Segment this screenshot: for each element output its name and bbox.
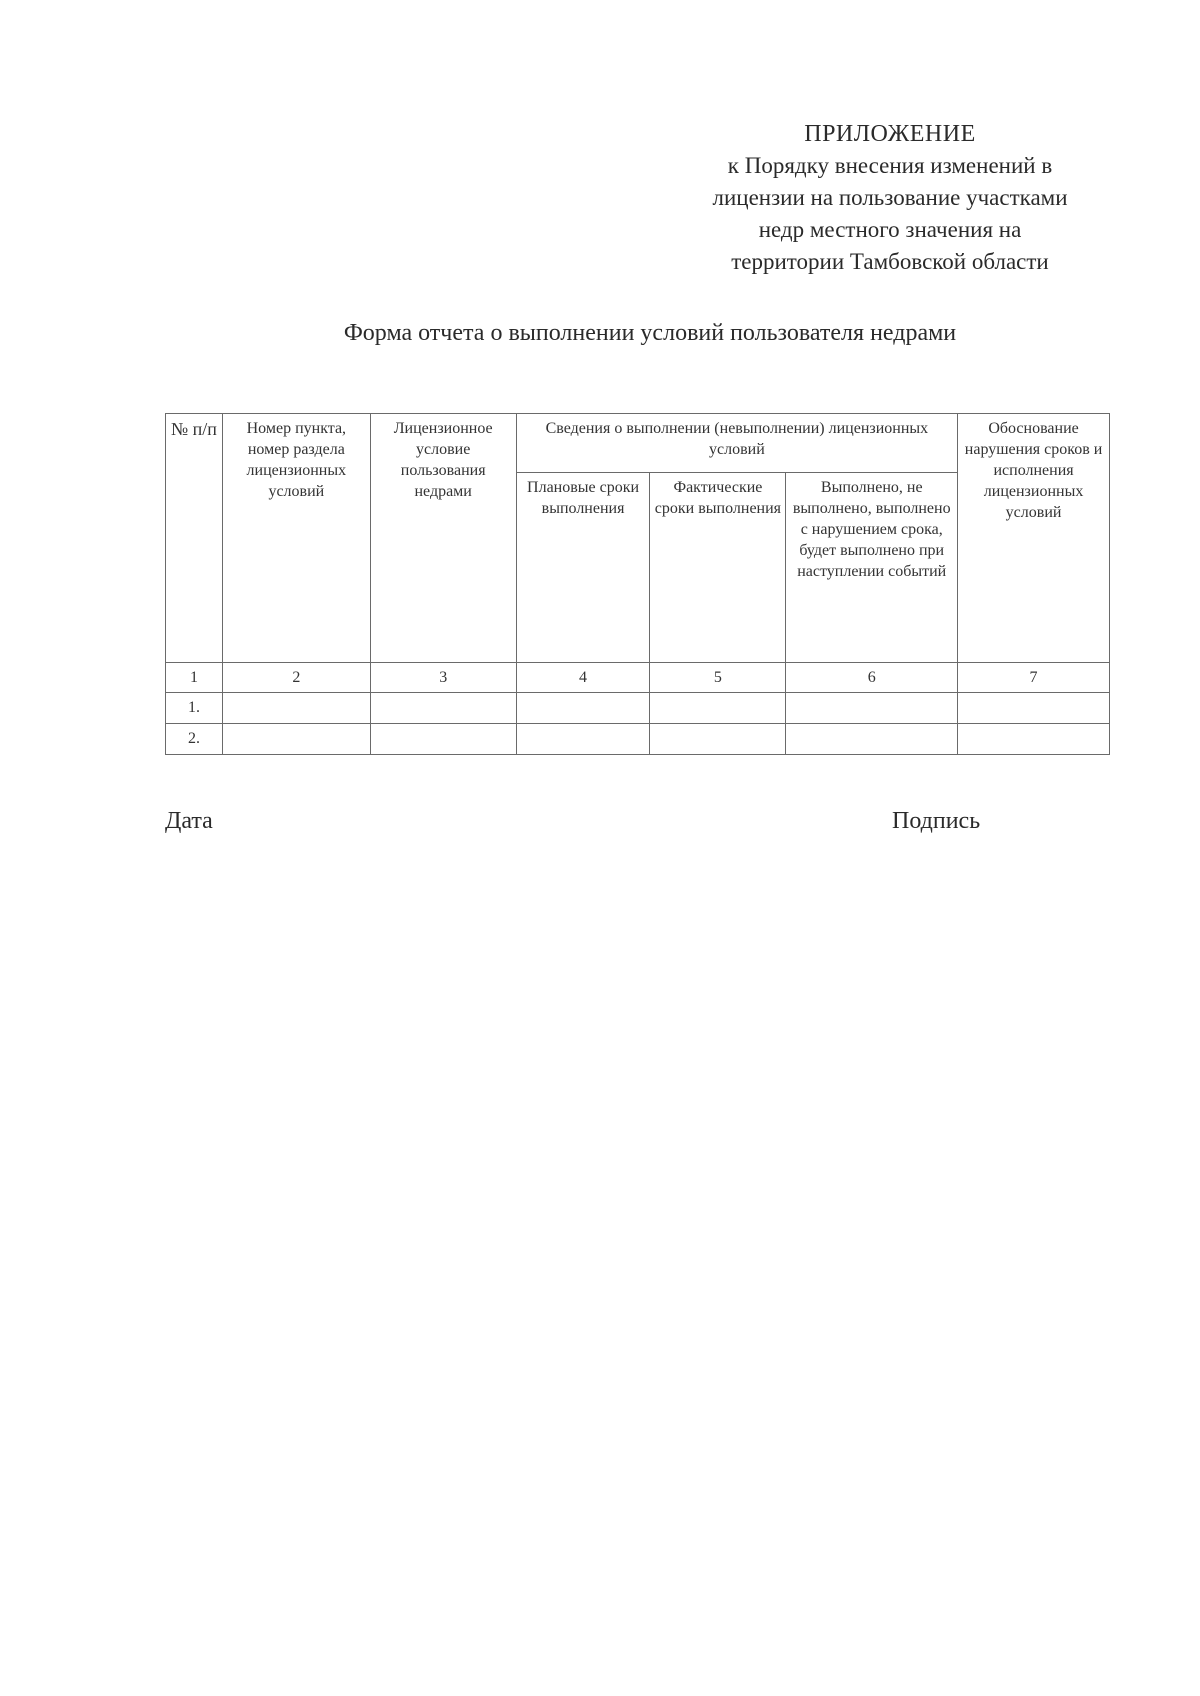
column-number: 7 bbox=[958, 663, 1110, 693]
header-actual: Фактические сроки выполнения bbox=[650, 473, 786, 663]
header-condition: Лицензионное условие пользования недрами bbox=[370, 414, 516, 663]
header-planned: Плановые сроки выполнения bbox=[516, 473, 650, 663]
date-label: Дата bbox=[165, 808, 213, 834]
signature-label: Подпись bbox=[892, 808, 981, 834]
column-number: 5 bbox=[650, 663, 786, 693]
appendix-line: недр местного значения на bbox=[758, 217, 1022, 242]
column-number-row bbox=[166, 663, 1110, 693]
appendix-title: ПРИЛОЖЕНИЕ bbox=[804, 121, 976, 147]
appendix-line: к Порядку внесения изменений в bbox=[727, 153, 1053, 178]
column-number: 2 bbox=[222, 663, 370, 693]
table-cell bbox=[370, 724, 516, 755]
appendix-line: территории Тамбовской области bbox=[731, 249, 1049, 274]
header-info-group: Сведения о выполнении (невыполнении) лицензионных условий bbox=[516, 414, 957, 473]
table-cell bbox=[516, 693, 650, 724]
header-item: Номер пункта, номер раздела лицензионных условий bbox=[222, 414, 370, 663]
table-cell bbox=[650, 693, 786, 724]
table-cell bbox=[958, 724, 1110, 755]
form-title: Форма отчета о выполнении условий пользователя недрами bbox=[343, 320, 957, 346]
table-cell bbox=[650, 724, 786, 755]
table-cell bbox=[958, 693, 1110, 724]
header-justification: Обоснование нарушения сроков и исполнения лицензионных условий bbox=[958, 414, 1110, 663]
table-cell bbox=[786, 724, 958, 755]
column-number: 4 bbox=[516, 663, 650, 693]
table-cell bbox=[222, 693, 370, 724]
row-number: 2. bbox=[166, 724, 223, 755]
table-cell bbox=[222, 724, 370, 755]
column-number: 3 bbox=[370, 663, 516, 693]
row-number: 1. bbox=[166, 693, 223, 724]
header-status: Выполнено, не выполнено, выполнено с нарушением срока, будет выполнено при наступлении событий bbox=[786, 473, 958, 663]
table-row bbox=[166, 724, 1110, 755]
header-num: № п/п bbox=[166, 414, 223, 663]
table-row bbox=[166, 693, 1110, 724]
appendix-block bbox=[660, 118, 1120, 278]
table-header-row bbox=[166, 414, 1110, 473]
table-cell bbox=[516, 724, 650, 755]
column-number: 6 bbox=[786, 663, 958, 693]
report-table bbox=[165, 413, 1110, 755]
appendix-line: лицензии на пользование участками bbox=[712, 185, 1068, 210]
table-cell bbox=[370, 693, 516, 724]
column-number: 1 bbox=[166, 663, 223, 693]
table-cell bbox=[786, 693, 958, 724]
